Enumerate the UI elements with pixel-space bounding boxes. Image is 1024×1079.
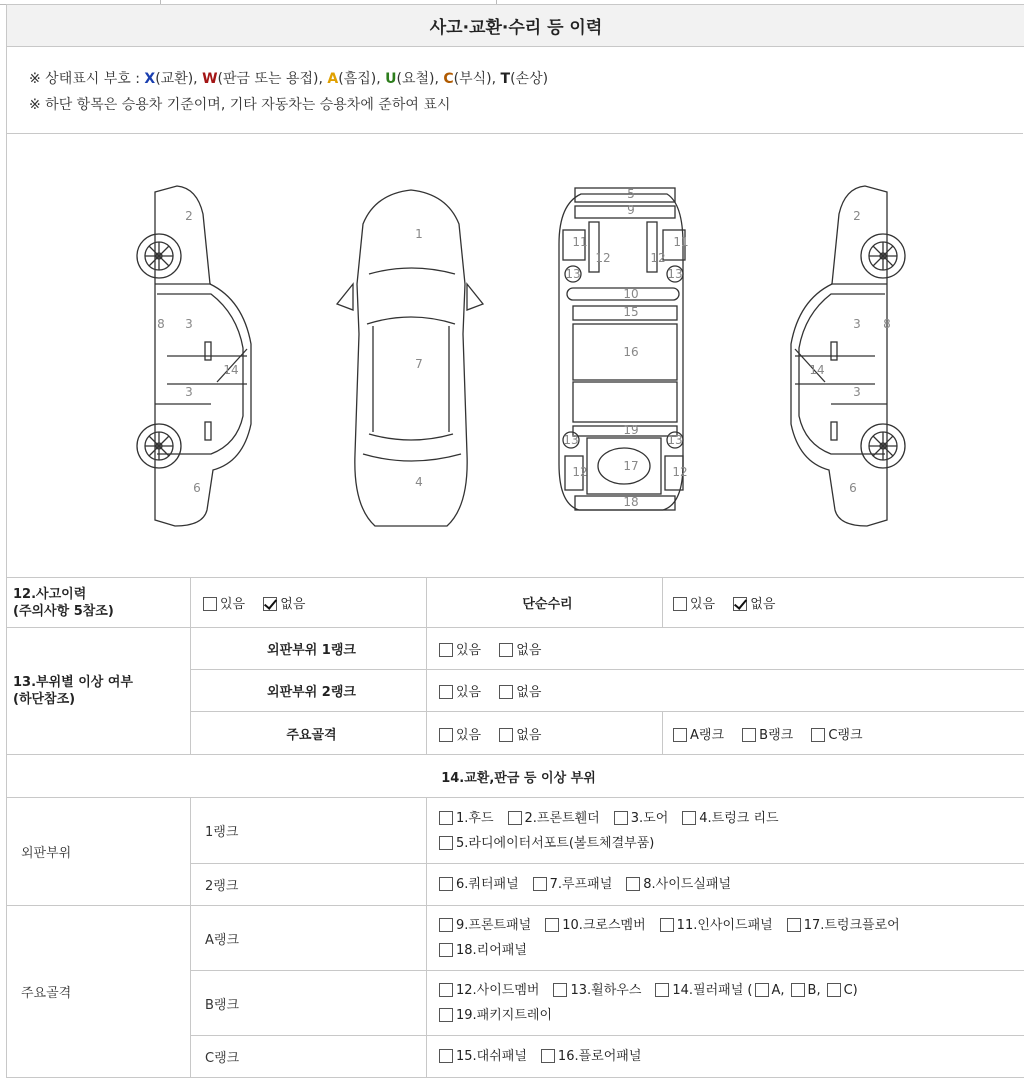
part-option[interactable] bbox=[439, 978, 539, 1003]
parts-line bbox=[439, 872, 1024, 897]
simple-repair-no-checkbox[interactable] bbox=[733, 597, 747, 611]
part-number-label: 15 bbox=[623, 305, 639, 319]
part-option[interactable] bbox=[439, 913, 531, 938]
part-label: 15.대쉬패널 bbox=[456, 1049, 527, 1064]
checkbox[interactable] bbox=[439, 943, 453, 957]
part-number-label: 1 bbox=[415, 227, 423, 241]
checkbox[interactable] bbox=[439, 811, 453, 825]
checkbox[interactable] bbox=[660, 918, 674, 932]
frame-rank-a-parts bbox=[427, 906, 1024, 971]
car-diagram-svg bbox=[7, 134, 1024, 577]
part-label: A, bbox=[771, 983, 785, 998]
legend-code-text: (교환), bbox=[155, 71, 203, 87]
checkbox[interactable] bbox=[673, 728, 687, 742]
outer-rank2-parts bbox=[427, 864, 1024, 906]
part-option[interactable] bbox=[553, 978, 641, 1003]
part-option[interactable] bbox=[660, 913, 773, 938]
accident-yes-option[interactable]: 있음 bbox=[203, 593, 245, 612]
legend-code-key: A bbox=[327, 71, 339, 87]
top-view bbox=[337, 190, 483, 526]
legend-codes bbox=[144, 71, 548, 87]
part-label: 7.루프패널 bbox=[549, 877, 613, 892]
part-option[interactable] bbox=[827, 978, 858, 1003]
checkbox[interactable] bbox=[439, 643, 453, 657]
frame-rank-b[interactable]: B랭크 bbox=[742, 724, 793, 743]
simple-repair-yes-option[interactable]: 있음 bbox=[673, 593, 715, 612]
part-number-label: 4 bbox=[415, 475, 423, 489]
frame-label: 주요골격 bbox=[191, 712, 427, 755]
left-side-view bbox=[137, 186, 251, 526]
part-number-label: 3 bbox=[185, 317, 193, 331]
part-number-label: 13 bbox=[667, 267, 683, 281]
outer-rank1-parts bbox=[427, 798, 1024, 864]
checkbox[interactable] bbox=[533, 877, 547, 891]
checkbox[interactable] bbox=[508, 811, 522, 825]
part-number-label: 13 bbox=[563, 433, 579, 447]
part-number-label: 8 bbox=[883, 317, 891, 331]
part-number-label: 10 bbox=[623, 287, 639, 301]
outer-rank2-label: 외판부위 2랭크 bbox=[191, 670, 427, 712]
legend-code-key: C bbox=[443, 71, 454, 87]
frame-parts-label: 주요골격 bbox=[7, 906, 191, 1078]
frame-no[interactable]: 없음 bbox=[499, 724, 541, 743]
checkbox[interactable] bbox=[541, 1049, 555, 1063]
legend-code-key: T bbox=[500, 71, 511, 87]
outer-rank1-rank: 1랭크 bbox=[191, 798, 427, 864]
part-number-label: 5 bbox=[627, 187, 635, 201]
part-number-label: 17 bbox=[623, 459, 639, 473]
frame-rank-a-label: A랭크 bbox=[191, 906, 427, 971]
part-number-label: 19 bbox=[623, 423, 639, 437]
part-number-label: 11 bbox=[673, 235, 689, 249]
part-label: 4.트렁크 리드 bbox=[699, 810, 779, 826]
checkbox[interactable] bbox=[439, 836, 453, 850]
legend-line-1 bbox=[29, 66, 1023, 92]
frame-rank-options bbox=[663, 712, 1024, 755]
accident-options bbox=[191, 578, 427, 628]
frame-rank-c[interactable]: C랭크 bbox=[811, 724, 862, 743]
checkbox[interactable] bbox=[811, 728, 825, 742]
part-option[interactable] bbox=[439, 1044, 527, 1069]
legend-code-key: X bbox=[144, 71, 156, 87]
frame-options bbox=[427, 712, 663, 755]
part-number-label: 12 bbox=[672, 465, 688, 479]
outer-rank1-label: 외판부위 1랭크 bbox=[191, 628, 427, 670]
frame-rank-b-label: B랭크 bbox=[191, 971, 427, 1036]
part-label: 6.쿼터패널 bbox=[456, 877, 519, 892]
frame-rank-a-row bbox=[7, 906, 1024, 971]
part-number-labels bbox=[157, 187, 891, 509]
part-option[interactable] bbox=[439, 1003, 552, 1028]
accident-row bbox=[7, 578, 1024, 628]
accident-label: 12.사고이력 (주의사항 5참조) bbox=[7, 578, 191, 628]
accident-no-checkbox[interactable] bbox=[263, 597, 277, 611]
checkbox[interactable] bbox=[439, 983, 453, 997]
inspection-table bbox=[6, 577, 1024, 1078]
part-option[interactable] bbox=[791, 978, 821, 1003]
part-number-label: 14 bbox=[223, 363, 239, 377]
frame-rank-a[interactable]: A랭크 bbox=[673, 724, 724, 743]
part-number-label: 6 bbox=[193, 481, 201, 495]
checkbox[interactable] bbox=[439, 685, 453, 699]
part-option[interactable] bbox=[787, 913, 900, 938]
legend-prefix: ※ 상태표시 부호 : bbox=[29, 71, 145, 87]
part-option[interactable] bbox=[545, 913, 645, 938]
simple-repair-yes-checkbox[interactable] bbox=[673, 597, 687, 611]
part-number-label: 13 bbox=[565, 267, 581, 281]
checkbox[interactable] bbox=[439, 918, 453, 932]
checkbox[interactable] bbox=[499, 643, 513, 657]
simple-repair-no-option[interactable]: 없음 bbox=[733, 593, 775, 612]
parts-line bbox=[439, 1003, 1024, 1028]
parts-line bbox=[439, 978, 1024, 1003]
part-label: C) bbox=[843, 983, 858, 998]
checkbox[interactable] bbox=[439, 1008, 453, 1022]
checkbox[interactable] bbox=[682, 811, 696, 825]
part-option[interactable] bbox=[439, 938, 527, 963]
checkbox[interactable] bbox=[439, 728, 453, 742]
parts-line bbox=[439, 831, 1024, 856]
part-number-label: 3 bbox=[853, 385, 861, 399]
parts-group bbox=[439, 983, 655, 998]
part-label: 19.패키지트레이 bbox=[456, 1008, 553, 1023]
part-number-label: 2 bbox=[853, 209, 861, 223]
frame-rank-c-parts bbox=[427, 1036, 1024, 1078]
page-title: 사고·교환·수리 등 이력 bbox=[6, 4, 1024, 47]
legend-code-text: (요철), bbox=[396, 71, 444, 87]
part-option[interactable] bbox=[541, 1044, 641, 1069]
car-diagram bbox=[6, 134, 1024, 577]
outer-rank1-options bbox=[427, 628, 1024, 670]
checkbox[interactable] bbox=[439, 1049, 453, 1063]
part-number-label: 13 bbox=[667, 433, 683, 447]
part-number-label: 12 bbox=[595, 251, 611, 265]
pillar-sub-options bbox=[753, 983, 862, 998]
frame-rank-c-label: C랭크 bbox=[191, 1036, 427, 1078]
simple-repair-options bbox=[663, 578, 1024, 628]
checkbox[interactable] bbox=[742, 728, 756, 742]
part-label: 10.크로스멤버 bbox=[562, 918, 646, 933]
parts-line bbox=[439, 913, 1024, 938]
checkbox[interactable] bbox=[626, 877, 640, 891]
part-label: 3.도어 bbox=[630, 810, 669, 826]
part-number-label: 12 bbox=[650, 251, 666, 265]
outer-rank2-rank: 2랭크 bbox=[191, 864, 427, 906]
part-option[interactable] bbox=[755, 978, 785, 1003]
part-label: B, bbox=[807, 983, 821, 998]
part-number-label: 14 bbox=[809, 363, 825, 377]
accident-yes-checkbox[interactable] bbox=[203, 597, 217, 611]
legend-code-text: (판금 또는 용접), bbox=[217, 71, 328, 87]
part-number-label: 6 bbox=[849, 481, 857, 495]
part-option[interactable] bbox=[614, 806, 669, 831]
outer-rank2-no[interactable]: 없음 bbox=[499, 681, 541, 700]
part-label: 18.리어패널 bbox=[456, 943, 527, 958]
legend-code-text: (흠집), bbox=[338, 71, 386, 87]
part-label: 13.휠하우스 bbox=[570, 983, 642, 998]
checkbox[interactable] bbox=[755, 983, 769, 997]
part-option[interactable] bbox=[533, 872, 613, 897]
part-number-label: 9 bbox=[627, 203, 635, 217]
checkbox[interactable] bbox=[827, 983, 841, 997]
part-option[interactable] bbox=[682, 806, 778, 831]
abnormal-label: 13.부위별 이상 여부 (하단참조) bbox=[7, 628, 191, 755]
part-label: 2.프론트휀더 bbox=[524, 810, 600, 826]
checkbox[interactable] bbox=[545, 918, 559, 932]
checkbox[interactable] bbox=[553, 983, 567, 997]
part-option[interactable] bbox=[439, 831, 654, 856]
part-option[interactable] bbox=[626, 872, 731, 897]
checkbox[interactable] bbox=[787, 918, 801, 932]
part-label: 16.플로어패널 bbox=[557, 1049, 642, 1064]
checkbox[interactable] bbox=[439, 877, 453, 891]
legend-line-2: ※ 하단 항목은 승용차 기준이며, 기타 자동차는 승용차에 준하여 표시 bbox=[29, 97, 451, 113]
part-label: 5.라디에이터서포트(볼트체결부품) bbox=[456, 835, 655, 851]
legend-code-text: (부식), bbox=[453, 71, 501, 87]
simple-repair-label: 단순수리 bbox=[427, 578, 663, 628]
status-legend bbox=[6, 46, 1023, 134]
part-number-label: 12 bbox=[572, 465, 588, 479]
part-number-label: 11 bbox=[572, 235, 588, 249]
section14-header-row bbox=[7, 755, 1024, 798]
outer-rank2-yes[interactable]: 있음 bbox=[439, 681, 481, 700]
legend-code-key: W bbox=[202, 71, 218, 87]
part-number-label: 7 bbox=[415, 357, 423, 371]
outer-rank1-yes[interactable]: 있음 bbox=[439, 639, 481, 658]
part-label: 12.사이드멤버 bbox=[456, 983, 540, 998]
abnormal-row-1 bbox=[7, 628, 1024, 670]
checkbox[interactable] bbox=[655, 983, 669, 997]
part-label: 1.후드 bbox=[456, 810, 494, 826]
outer-rank2-options bbox=[427, 670, 1024, 712]
parts-line bbox=[439, 938, 1024, 963]
checkbox[interactable] bbox=[499, 728, 513, 742]
part-label: 8.사이드실패널 bbox=[643, 877, 732, 892]
part-number-label: 18 bbox=[623, 495, 639, 509]
pillar-option[interactable]: 14.필러패널 ( bbox=[655, 978, 752, 1003]
part-option[interactable] bbox=[508, 806, 600, 831]
accident-no-option[interactable]: 없음 bbox=[263, 593, 305, 612]
part-label: 11.인사이드패널 bbox=[676, 918, 773, 933]
outer-rank1-no[interactable]: 없음 bbox=[499, 639, 541, 658]
checkbox[interactable] bbox=[499, 685, 513, 699]
part-number-label: 16 bbox=[623, 345, 639, 359]
right-side-view bbox=[791, 186, 905, 526]
checkbox[interactable] bbox=[614, 811, 628, 825]
frame-rank-b-parts bbox=[427, 971, 1024, 1036]
parts-line bbox=[439, 1044, 1024, 1069]
part-number-label: 2 bbox=[185, 209, 193, 223]
part-label: 17.트렁크플로어 bbox=[803, 918, 900, 933]
frame-yes[interactable]: 있음 bbox=[439, 724, 481, 743]
outer-rank1-row bbox=[7, 798, 1024, 864]
part-number-label: 3 bbox=[853, 317, 861, 331]
part-option[interactable] bbox=[439, 806, 494, 831]
checkbox[interactable] bbox=[791, 983, 805, 997]
part-option[interactable] bbox=[439, 872, 519, 897]
legend-code-text: (손상) bbox=[510, 71, 549, 87]
legend-code-key: U bbox=[385, 71, 397, 87]
part-label: 9.프론트패널 bbox=[456, 918, 532, 933]
part-number-label: 3 bbox=[185, 385, 193, 399]
section14-title: 14.교환,판금 등 이상 부위 bbox=[7, 755, 1024, 798]
parts-line bbox=[439, 806, 1024, 831]
part-number-label: 8 bbox=[157, 317, 165, 331]
outer-parts-label: 외판부위 bbox=[7, 798, 191, 906]
